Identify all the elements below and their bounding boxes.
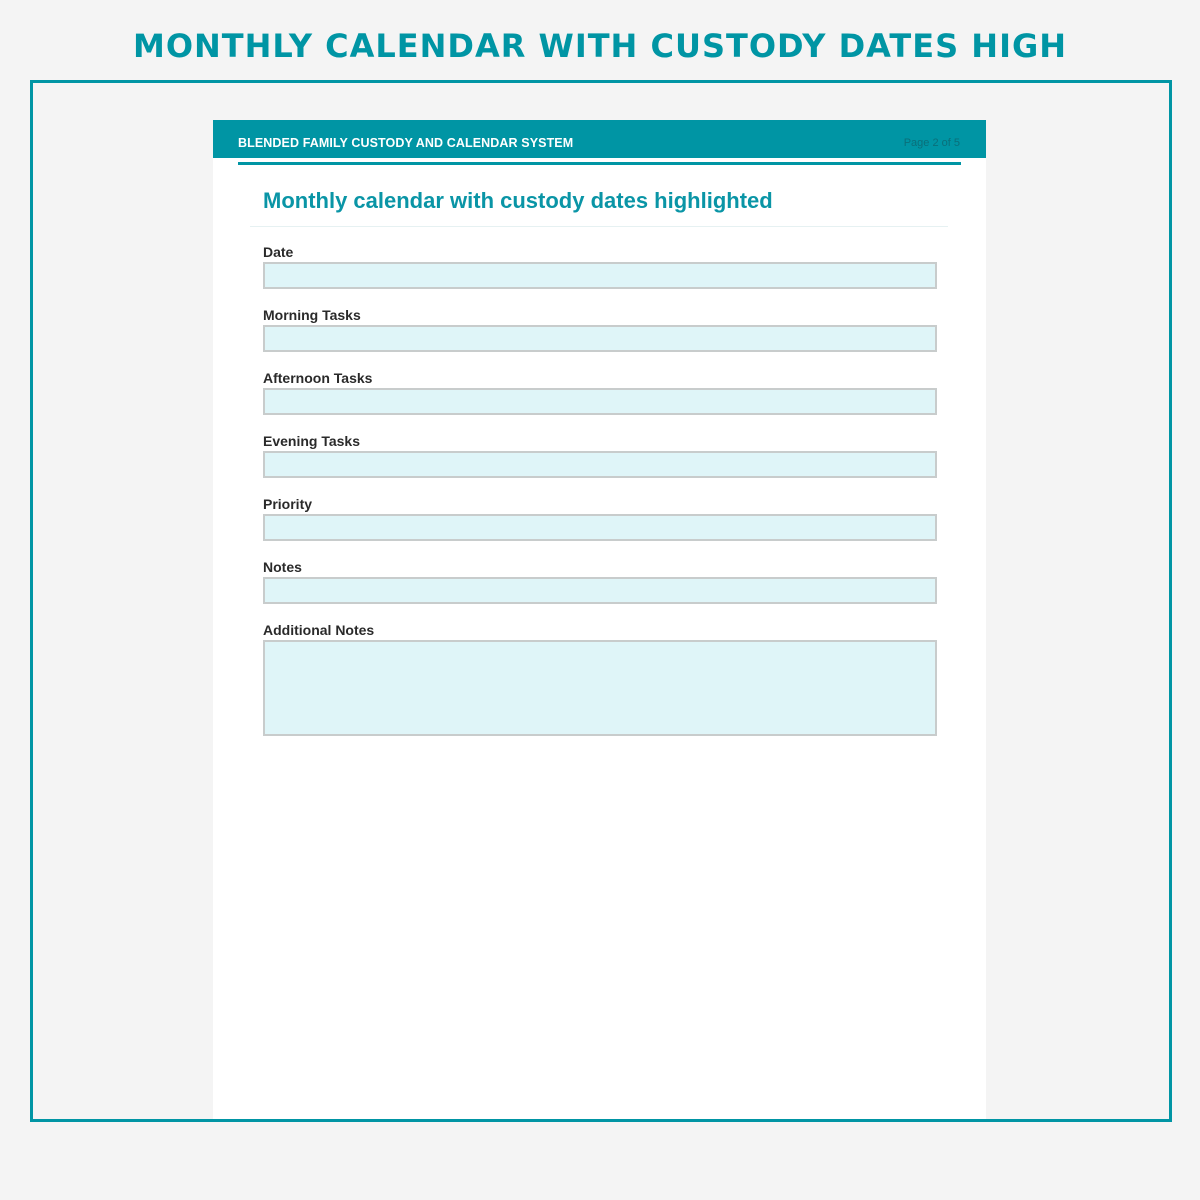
banner-title: MONTHLY CALENDAR WITH CUSTODY DATES HIGH (132, 27, 1068, 65)
notes-field (263, 559, 937, 604)
document-title: BLENDED FAMILY CUSTODY AND CALENDAR SYSTEM (238, 136, 574, 150)
notes-label: Notes (263, 559, 302, 575)
date-field (263, 244, 937, 289)
evening-tasks-input[interactable] (263, 451, 937, 478)
date-label: Date (263, 244, 294, 260)
afternoon-tasks-input[interactable] (263, 388, 937, 415)
evening-tasks-field (263, 433, 937, 478)
document-page (213, 120, 986, 1120)
additional-notes-textarea[interactable] (263, 640, 937, 736)
section-title: Monthly calendar with custody dates highlighted (263, 188, 773, 213)
priority-field (263, 496, 937, 541)
priority-label: Priority (263, 496, 313, 512)
morning-tasks-field (263, 307, 937, 352)
priority-input[interactable] (263, 514, 937, 541)
page-number: Page 2 of 5 (903, 137, 960, 149)
afternoon-tasks-field (263, 370, 937, 415)
section-divider (250, 226, 948, 227)
notes-input[interactable] (263, 577, 937, 604)
page-header (213, 120, 986, 158)
evening-tasks-label: Evening Tasks (263, 433, 361, 449)
date-input[interactable] (263, 262, 937, 289)
document-frame (30, 80, 1172, 1122)
morning-tasks-label: Morning Tasks (263, 307, 361, 323)
afternoon-tasks-label: Afternoon Tasks (263, 370, 373, 386)
morning-tasks-input[interactable] (263, 325, 937, 352)
additional-notes-field (263, 622, 937, 736)
header-divider (238, 162, 961, 165)
additional-notes-label: Additional Notes (263, 622, 375, 638)
